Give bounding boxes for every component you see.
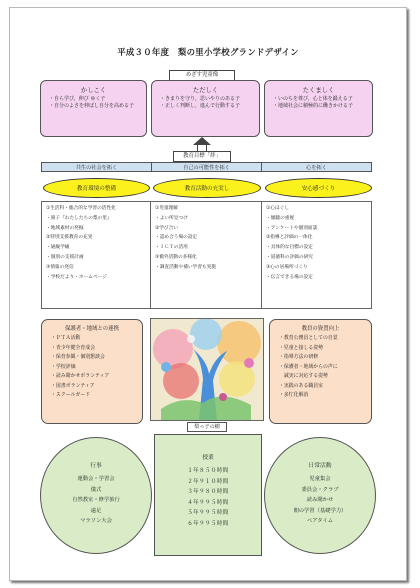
list-item: ・通級学級 xyxy=(46,245,70,251)
goal-band xyxy=(41,162,372,172)
list-item: １年８５０時間 xyxy=(187,468,229,474)
list-item: ・伝言できる場の設定 xyxy=(266,274,313,280)
list-item: ６年９９５時間 xyxy=(187,520,229,527)
goal-column-2: 自己の可能性を拓く xyxy=(152,162,262,172)
list-item: ・地域素材の発掘 xyxy=(46,225,84,231)
child-ideal-takumashiku xyxy=(264,80,373,137)
list-item: 誠実に対応する姿勢 xyxy=(279,373,328,379)
goal-label: 教育目標「絆」 xyxy=(173,151,231,162)
list-item: ・よい所見つけ xyxy=(155,215,188,221)
list-item: ・具体的な目標の設定 xyxy=(266,245,313,251)
list-item: ２年９１０時間 xyxy=(187,478,229,485)
list-item: ①児童理解 xyxy=(155,206,178,211)
picture-caption: 梨っ子の樹 xyxy=(187,422,227,432)
oval-security: 安心感づくり xyxy=(265,178,372,198)
list-item: ・保育参観・個別懇談会 xyxy=(51,354,105,360)
child-ideal-kashikoku xyxy=(40,80,147,137)
list-item: マラソン大会 xyxy=(80,518,112,525)
list-item: ・学校評価 xyxy=(51,363,76,370)
list-item: ５年９９５時間 xyxy=(187,510,229,517)
list-item: ・スクールガード xyxy=(51,392,91,398)
list-item: ・指導方法の研修 xyxy=(279,354,319,360)
list-item: ・読み聞かせボランティア xyxy=(51,373,110,379)
list-item: 自然教室・修学旅行 xyxy=(72,497,120,504)
list-item: ・児童と接しる姿勢 xyxy=(279,344,324,351)
list-item: ・ＩＣＴの活用 xyxy=(155,245,188,251)
list-item: ・道徳科の評価の研究 xyxy=(266,254,313,260)
list-item: ・青少年健全育成会 xyxy=(51,344,96,351)
list-item: ・個別の支援計画 xyxy=(46,254,84,260)
list-item: ・調査活動や補い学習も実施 xyxy=(155,264,216,270)
list-item: ③微外活動の多様化 xyxy=(155,254,197,260)
list-item: ・ＰＴＡ活動 xyxy=(51,335,81,341)
child-ideal-text: ・いのちを尊び，心と体を鍛える子 ・地域社会に積極的に働きかける子 xyxy=(273,96,354,110)
events-circle xyxy=(40,437,152,554)
list-item: ①心ほぐし xyxy=(266,206,289,211)
tree-drawing xyxy=(151,319,263,420)
list-item: 読み聞かせ xyxy=(306,497,334,504)
list-item: ②学び合い xyxy=(155,225,178,231)
document-page xyxy=(9,7,407,581)
list-item: ・学校だより・ホームページ xyxy=(46,274,107,280)
list-item: ③心の居場所づくり xyxy=(266,264,308,270)
circle-heading: 日常活動 xyxy=(308,463,332,469)
list-item: 委員会・クラブ xyxy=(301,486,339,493)
child-ideal-text: ・きまりを守り，思いやりのある子 ・正しく判断し，進んで行動する子 xyxy=(160,96,241,110)
list-item: 儀式 xyxy=(90,486,102,493)
list-item: ・認め合う場の設定 xyxy=(155,235,198,241)
list-item: ・実践のある職員室 xyxy=(279,382,324,389)
list-item: 朝の学習（基礎学力） xyxy=(293,507,347,514)
page-title: 平成３０年度 梨の里小学校グランドデザイン xyxy=(117,47,299,57)
goal-column-1: 共生の社会を拓く xyxy=(41,162,152,172)
list-item: ・傾聴の重視 xyxy=(266,215,295,221)
up-arrow-icon xyxy=(193,137,211,152)
child-ideal-heading: たくましく xyxy=(302,87,335,94)
list-item: ・冊子『わたしたちの梨の里』 xyxy=(46,215,112,221)
child-ideal-heading: ただしく xyxy=(192,87,219,94)
list-column-1 xyxy=(41,201,151,309)
list-item: 遠足 xyxy=(90,507,102,514)
list-item: ・保護者・地域からの声に xyxy=(279,363,338,370)
list-item: ①生活科・総合的な学習の活性化 xyxy=(46,206,116,211)
lessons-box xyxy=(154,434,262,556)
aim-label: めざす児童像 xyxy=(169,70,235,81)
oval-environment: 教育環境の整備 xyxy=(43,178,150,198)
list-item: ②指導と評価の一体化 xyxy=(266,235,313,241)
circle-heading: 行事 xyxy=(90,463,102,469)
list-item: ペアタイム xyxy=(306,518,333,525)
child-ideal-tadashiku xyxy=(151,80,260,137)
list-item: ③情報の発信 xyxy=(46,264,74,270)
list-item: ・アンケートや個別面談 xyxy=(266,225,318,231)
daily-activities-circle xyxy=(264,437,376,554)
list-item: ３年９８０時間 xyxy=(187,489,229,496)
box-heading: 教員の資質向上 xyxy=(301,326,340,332)
community-partnership-box xyxy=(41,319,143,424)
list-column-2 xyxy=(151,201,262,309)
goal-column-3: 心を拓く xyxy=(262,162,372,172)
box-heading: 保護者・地域との連携 xyxy=(65,326,119,332)
child-ideal-heading: かしこく xyxy=(80,87,107,94)
list-column-3 xyxy=(262,201,372,309)
oval-activities: 教育活動の充実し xyxy=(153,178,261,198)
tree-illustration xyxy=(150,318,264,421)
child-ideal-text: ・自ら学び，伸び ゆく子 ・自分のよさを伸ばし自分を高める子 xyxy=(49,96,135,110)
list-item: ・図書ボランティア xyxy=(51,382,95,389)
list-item: 児童集会 xyxy=(309,476,331,482)
list-item: ②特別支援教育の充実 xyxy=(46,235,93,241)
list-item: ・多忙化解消 xyxy=(279,392,309,398)
list-item: ４年９９５時間 xyxy=(187,499,229,506)
box-heading: 授業 xyxy=(202,455,214,461)
teacher-quality-box xyxy=(269,319,372,424)
list-item: 運動会・学習会 xyxy=(77,476,115,482)
list-item: ・教育公務員としての自覚 xyxy=(279,335,338,341)
